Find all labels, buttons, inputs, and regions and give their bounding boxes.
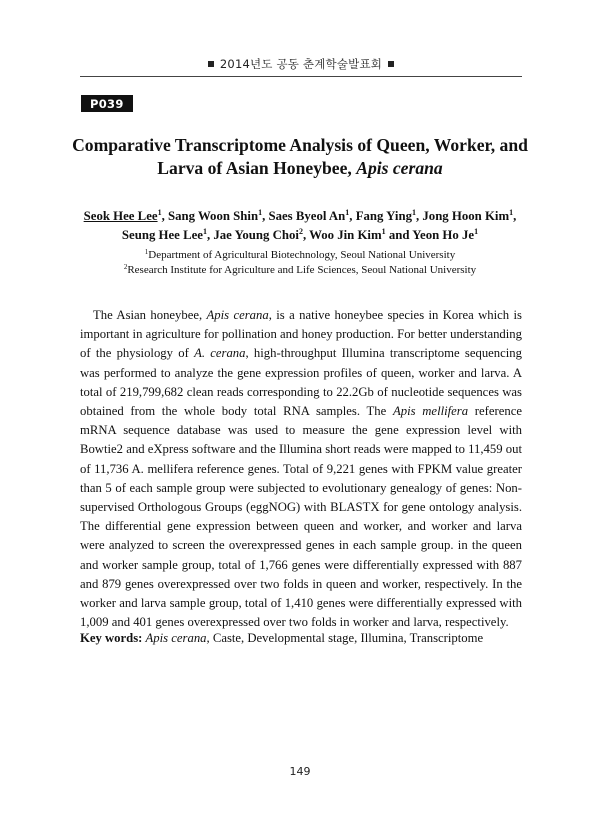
author-affiliation-mark: 1 xyxy=(345,208,350,217)
author-name: Seung Hee Lee xyxy=(121,228,203,242)
header-divider xyxy=(80,76,522,77)
author-list xyxy=(72,207,528,245)
author-affiliation-mark: 1 xyxy=(474,227,479,236)
author-separator: , xyxy=(161,209,168,223)
author-separator: , xyxy=(262,209,269,223)
keywords-line xyxy=(80,629,522,648)
affiliation-item xyxy=(90,263,510,278)
poster-number-badge: P039 xyxy=(81,95,133,112)
abstract-text: , is a native honeybee species in Korea which is important in agriculture for pollination and honey production. For better understanding of the physiology of xyxy=(80,308,522,361)
title-species-name: Apis cerana xyxy=(356,158,443,178)
author-affiliation-mark: 1 xyxy=(509,208,514,217)
author-separator: , xyxy=(302,228,310,242)
author-affiliation-mark: 2 xyxy=(298,227,303,236)
author-separator: , xyxy=(513,209,517,223)
keywords-label: Key words: xyxy=(80,631,143,645)
paper-title xyxy=(70,134,530,180)
abstract-text: The Asian honeybee, xyxy=(93,308,207,322)
author-affiliation-mark: 1 xyxy=(157,208,162,217)
author-name: Fang Ying xyxy=(355,209,412,223)
affiliation-item xyxy=(90,248,510,263)
affiliation-list xyxy=(90,248,510,278)
presenting-author: Seok Hee Lee xyxy=(83,209,158,223)
author-affiliation-mark: 1 xyxy=(202,227,207,236)
title-line-1: Comparative Transcriptome Analysis of Queen, Worker, and xyxy=(72,135,528,155)
affiliation-number: 2 xyxy=(123,263,128,271)
abstract-text: reference mRNA sequence database was used to measure the gene expression level with Bowtie2 and eXpress software and the Illumina short reads were mapped to 11,459 out of 11,736 A. mellifera reference genes. Total of 9,221 genes with FPKM value greater than 5 of each sample group were subjected to evolutionary genealogy of genes: Non-supervised Orthologous Groups (eggNOG) with BLASTX for gene ontology analysis. The differential gene expression between queen and worker, and worker and larva were analyzed to screen the overexpressed genes in each sample group. in the queen and worker sample group, total of 1,766 genes were differentially expressed with 887 and 879 genes overexpressed over two folds in queen and worker, respectively. In the worker and larva sample group, total of 1,410 genes were differentially expressed with 1,009 and 401 genes overexpressed over two folds in worker and larva, respectively. xyxy=(80,404,522,630)
author-separator: , xyxy=(349,209,356,223)
conference-header xyxy=(80,56,522,77)
author-affiliation-mark: 1 xyxy=(381,227,386,236)
affiliation-text: Research Institute for Agriculture and Life Sciences, Seoul National University xyxy=(127,264,477,276)
author-separator: , xyxy=(415,209,423,223)
species-name: A. cerana xyxy=(194,346,246,361)
author-line-1 xyxy=(72,207,528,226)
author-name: Woo Jin Kim xyxy=(309,228,382,242)
title-line-2-text: Larva of Asian Honeybee, xyxy=(157,158,357,178)
author-affiliation-mark: 1 xyxy=(411,208,416,217)
author-name: Saes Byeol An xyxy=(268,209,346,223)
abstract-text: , high-throughput Illumina transcriptome sequencing was performed to analyze the gene expression profiles of queen, worker and larva. A total of 219,799,682 clean reads corresponding to 22.2Gb of nucleotide sequences was obtained from the whole body total RNA samples. The xyxy=(80,346,522,419)
keywords-text: Caste, Developmental stage, Illumina, Transcriptome xyxy=(209,631,484,645)
affiliation-number: 1 xyxy=(144,248,149,256)
conference-name: 2014년도 공동 춘계학술발표회 xyxy=(219,57,383,71)
title-line-2 xyxy=(70,157,530,180)
species-name: Apis cerana xyxy=(206,308,269,322)
author-name: Sang Woon Shin xyxy=(167,209,259,223)
square-bullet-icon xyxy=(388,61,394,67)
author-affiliation-mark: 1 xyxy=(258,208,263,217)
author-line-2 xyxy=(72,226,528,245)
author-name: Jae Young Choi xyxy=(213,228,299,242)
author-name: Jong Hoon Kim xyxy=(422,209,510,223)
author-separator: and xyxy=(385,228,413,242)
conference-header-text xyxy=(80,56,522,72)
abstract-body xyxy=(80,306,522,632)
author-name: Yeon Ho Je xyxy=(412,228,475,242)
keyword-species: Apis cerana, xyxy=(145,631,210,645)
page-number: 149 xyxy=(289,765,311,778)
affiliation-text: Department of Agricultural Biotechnology, Seoul National University xyxy=(148,249,456,261)
author-separator: , xyxy=(206,228,214,242)
species-name: Apis mellifera xyxy=(392,404,469,419)
square-bullet-icon xyxy=(208,61,214,67)
